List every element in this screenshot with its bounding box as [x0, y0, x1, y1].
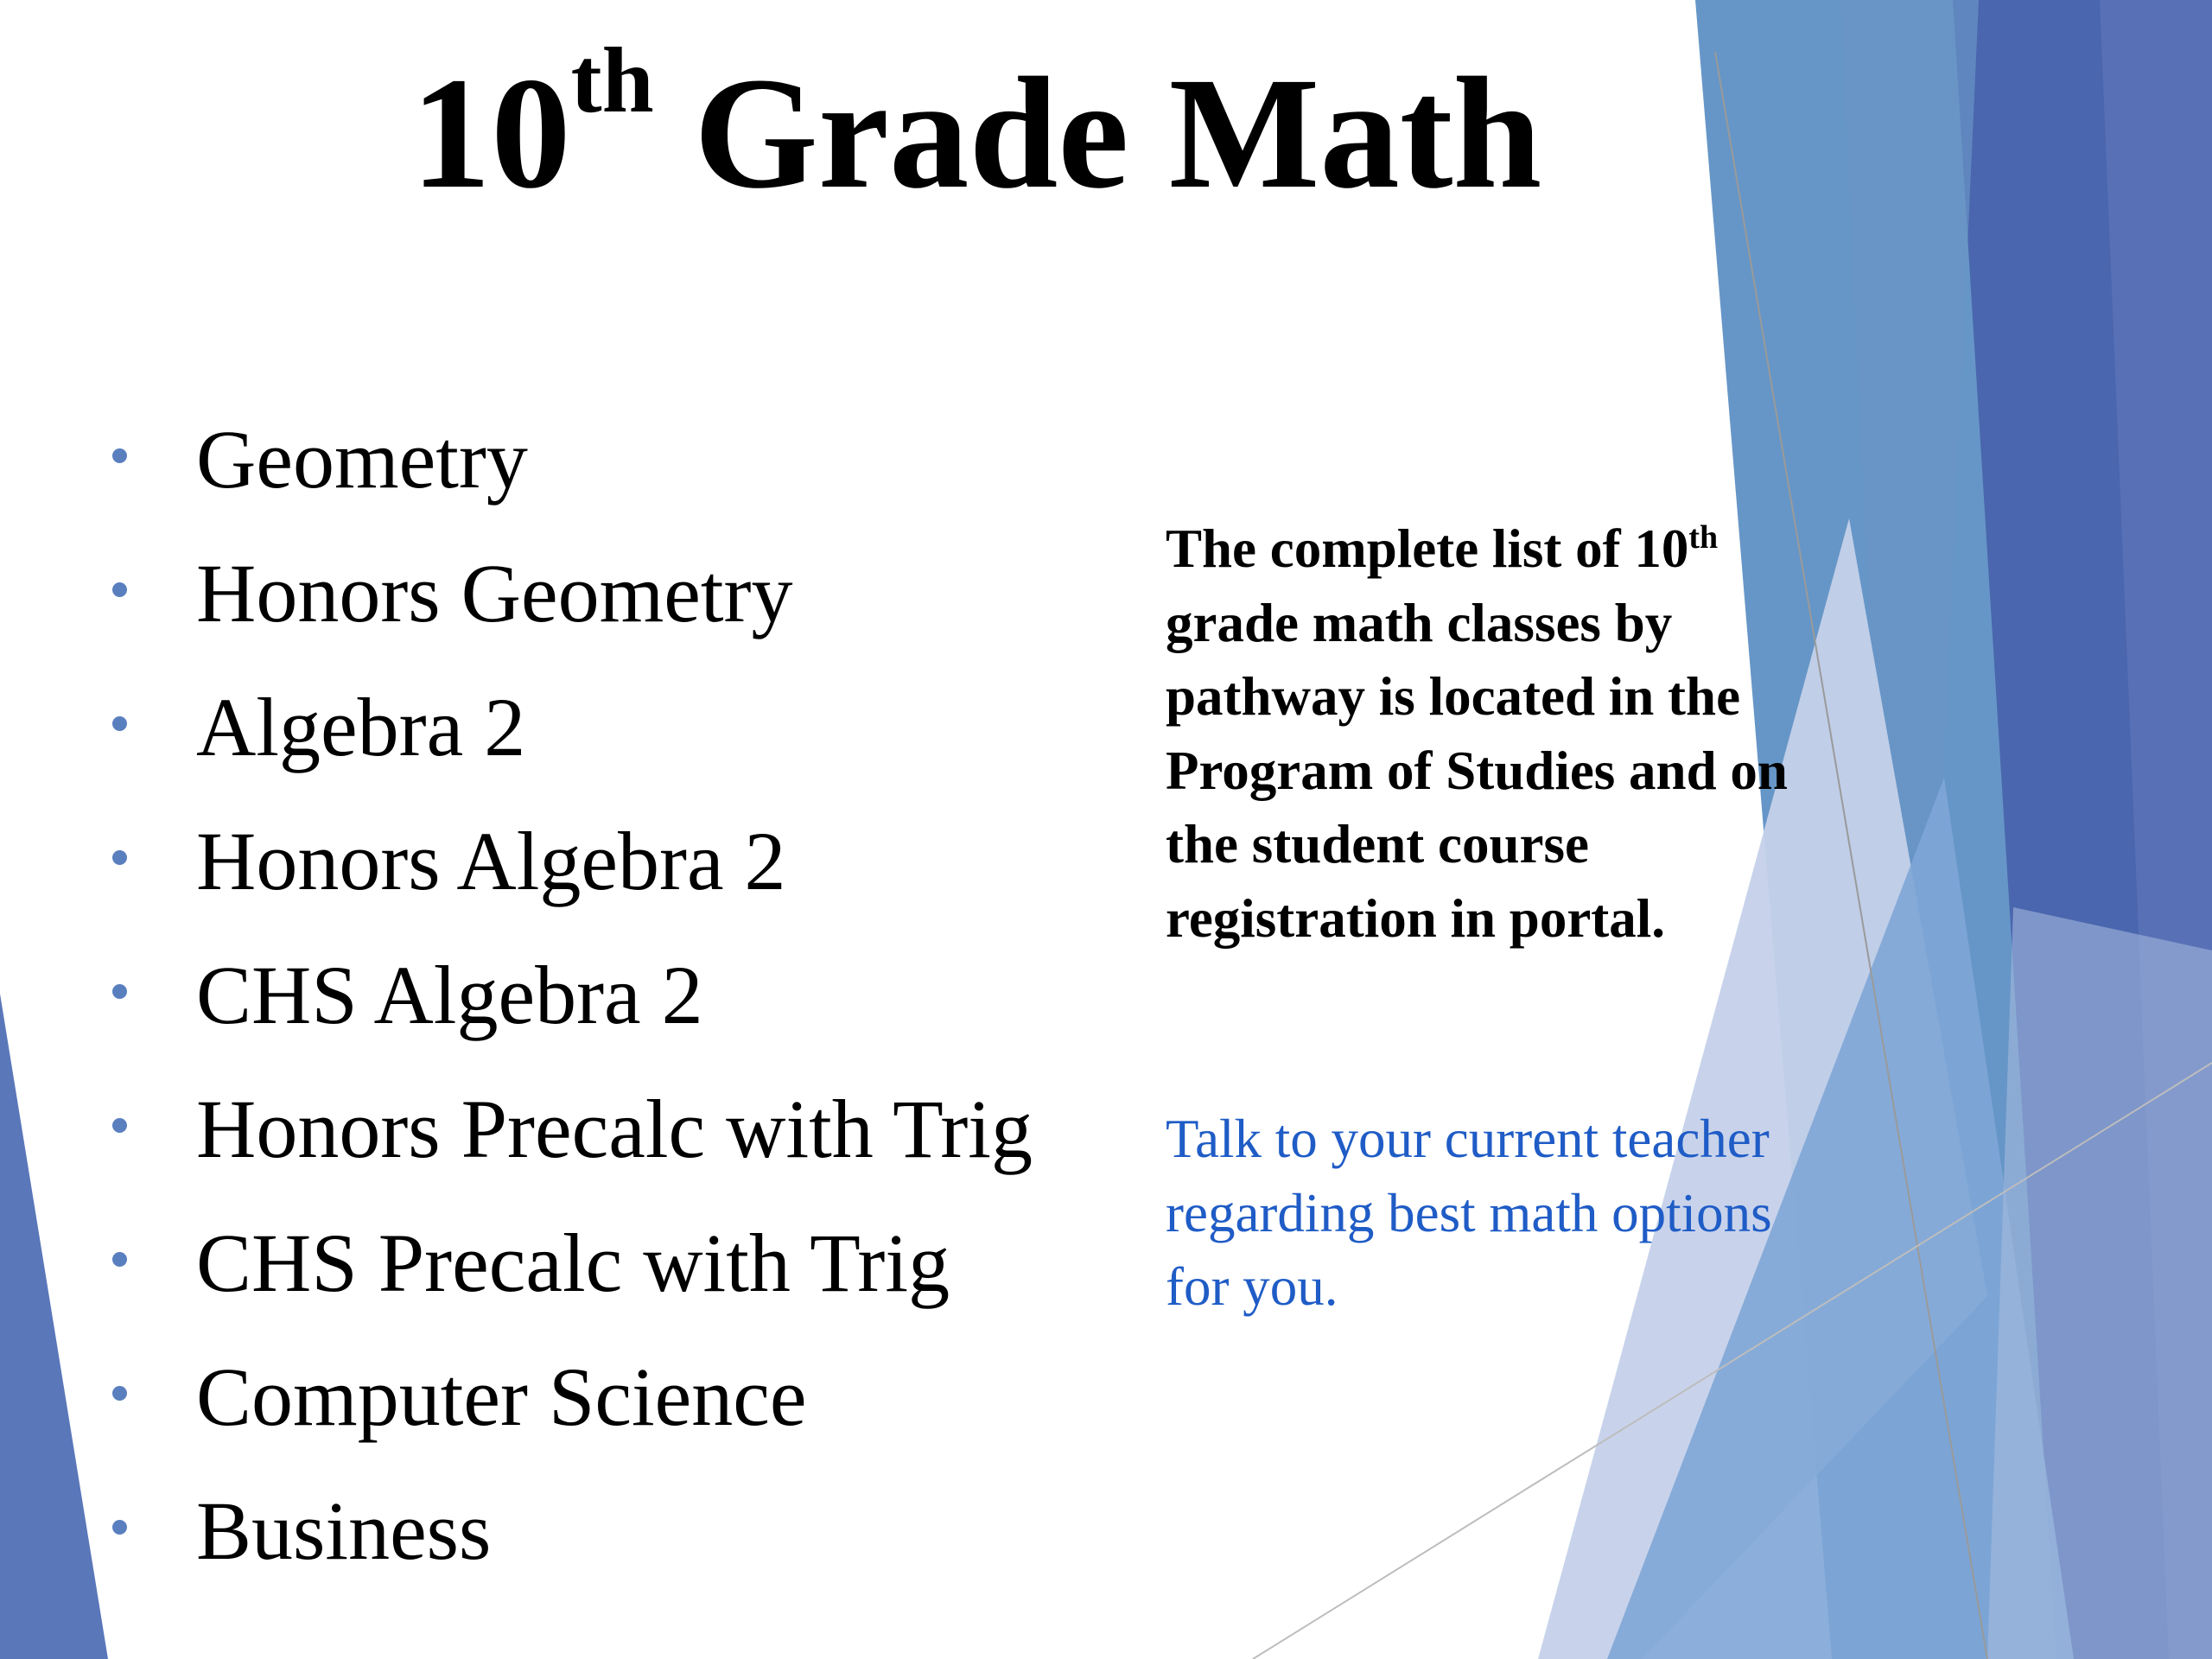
course-label: Honors Geometry	[196, 547, 793, 639]
course-label: Computer Science	[196, 1351, 807, 1443]
title-rest: Grade Math	[653, 45, 1542, 222]
course-label: Geometry	[196, 413, 528, 505]
course-label: Honors Algebra 2	[196, 815, 786, 907]
note-text-end: grade math classes by pathway is located in the Program of Studies and on the student course registration in portal.	[1166, 592, 1788, 949]
course-list	[112, 406, 1033, 1611]
slide-title	[0, 29, 1953, 222]
bullet-dot-icon	[112, 850, 127, 865]
list-item	[112, 674, 1033, 808]
course-label: Honors Precalc with Trig	[196, 1083, 1033, 1175]
list-item	[112, 1344, 1033, 1478]
list-item	[112, 942, 1033, 1076]
note-text-start: The complete list of 10	[1166, 518, 1689, 579]
list-item	[112, 540, 1033, 674]
title-number: 10	[410, 45, 571, 222]
course-label: CHS Precalc with Trig	[196, 1217, 950, 1309]
list-item	[112, 1076, 1033, 1210]
bullet-dot-icon	[112, 1386, 127, 1401]
course-label: Business	[196, 1484, 492, 1577]
course-label: CHS Algebra 2	[196, 949, 703, 1041]
bullet-dot-icon	[112, 1118, 127, 1133]
lower-pale-wedge	[1987, 907, 2212, 1659]
bullet-dot-icon	[112, 1252, 127, 1267]
bullet-dot-icon	[112, 448, 127, 463]
bullet-dot-icon	[112, 984, 127, 999]
teacher-advice-text: Talk to your current teacher regarding best math options for you.	[1166, 1109, 1772, 1317]
title-superscript: th	[570, 29, 654, 132]
course-list-note	[1166, 512, 1840, 956]
bullet-dot-icon	[112, 716, 127, 731]
left-edge-shape	[0, 994, 108, 1659]
course-label: Algebra 2	[196, 681, 526, 773]
note-superscript: th	[1688, 519, 1719, 556]
bullet-dot-icon	[112, 1520, 127, 1535]
list-item	[112, 808, 1033, 942]
list-item	[112, 1210, 1033, 1344]
bullet-dot-icon	[112, 582, 127, 597]
list-item	[112, 1478, 1033, 1611]
list-item	[112, 406, 1033, 540]
